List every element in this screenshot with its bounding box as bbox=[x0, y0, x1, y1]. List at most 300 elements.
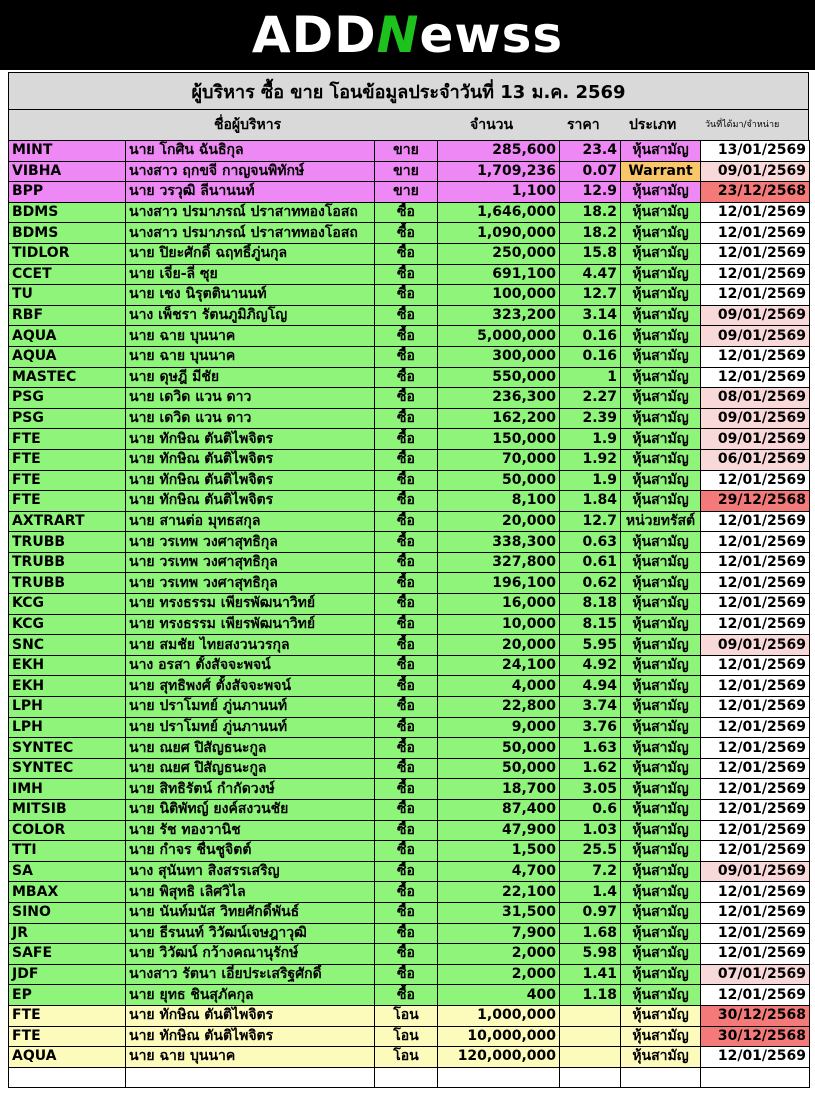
action-cell: ซื้อ bbox=[375, 964, 438, 985]
amount-cell: 236,300 bbox=[438, 388, 560, 409]
price-cell: 0.63 bbox=[560, 532, 621, 553]
table-row bbox=[9, 449, 810, 470]
price-cell: 12.7 bbox=[560, 285, 621, 306]
table-row bbox=[9, 902, 810, 923]
date-cell: 12/01/2569 bbox=[701, 738, 810, 759]
action-cell: ขาย bbox=[375, 182, 438, 203]
date-cell: 08/01/2569 bbox=[701, 388, 810, 409]
symbol-cell: TRUBB bbox=[9, 573, 126, 594]
action-cell: ซื้อ bbox=[375, 655, 438, 676]
name-cell: นาย ทรงธรรม เพียรพัฒนาวิทย์ bbox=[126, 594, 375, 615]
name-cell: นาย เดวิด แวน ดาว bbox=[126, 408, 375, 429]
date-cell: 12/01/2569 bbox=[701, 800, 810, 821]
amount-cell: 1,709,236 bbox=[438, 161, 560, 182]
name-cell: นาย สมชัย ไทยสงวนวรกุล bbox=[126, 635, 375, 656]
date-cell: 09/01/2569 bbox=[701, 408, 810, 429]
date-cell: 13/01/2569 bbox=[701, 141, 810, 162]
table-row bbox=[9, 532, 810, 553]
table-row bbox=[9, 635, 810, 656]
price-cell: 18.2 bbox=[560, 202, 621, 223]
type-cell: Warrant bbox=[621, 161, 701, 182]
date-cell: 12/01/2569 bbox=[701, 944, 810, 965]
banner bbox=[0, 0, 815, 70]
price-cell: 2.39 bbox=[560, 408, 621, 429]
price-cell: 4.92 bbox=[560, 655, 621, 676]
action-cell: ซื้อ bbox=[375, 552, 438, 573]
table-body bbox=[9, 141, 810, 1088]
symbol-cell: FTE bbox=[9, 1026, 126, 1047]
action-cell: ซื้อ bbox=[375, 470, 438, 491]
table-row bbox=[9, 367, 810, 388]
date-cell: 12/01/2569 bbox=[701, 923, 810, 944]
price-cell: 8.15 bbox=[560, 614, 621, 635]
price-cell: 0.61 bbox=[560, 552, 621, 573]
name-cell: นาย วรเทพ วงศาสุทธิกุล bbox=[126, 552, 375, 573]
name-cell: นาย รัช ทองวานิช bbox=[126, 820, 375, 841]
name-cell: นางสาว ฤกขจี กาญจนพิทักษ์ bbox=[126, 161, 375, 182]
type-cell: หุ้นสามัญ bbox=[621, 717, 701, 738]
amount-cell: 4,000 bbox=[438, 676, 560, 697]
action-cell: ซื้อ bbox=[375, 635, 438, 656]
type-cell: หุ้นสามัญ bbox=[621, 594, 701, 615]
name-cell: นาย ดุษฎี มีชัย bbox=[126, 367, 375, 388]
date-cell: 12/01/2569 bbox=[701, 552, 810, 573]
name-cell: นาย เดวิด แวน ดาว bbox=[126, 388, 375, 409]
date-cell: 12/01/2569 bbox=[701, 985, 810, 1006]
table-row bbox=[9, 614, 810, 635]
header-price: ราคา bbox=[567, 117, 600, 133]
table-row bbox=[9, 1067, 810, 1088]
symbol-cell: FTE bbox=[9, 429, 126, 450]
type-cell: หุ้นสามัญ bbox=[621, 944, 701, 965]
page-title: ผู้บริหาร ซื้อ ขาย โอนข้อมูลประจำวันที่ 13 ม.ค. 2569 bbox=[8, 72, 809, 110]
action-cell: ซื้อ bbox=[375, 326, 438, 347]
table-row bbox=[9, 408, 810, 429]
date-cell: 12/01/2569 bbox=[701, 841, 810, 862]
symbol-cell: TIDLOR bbox=[9, 243, 126, 264]
amount-cell: 20,000 bbox=[438, 511, 560, 532]
symbol-cell: BPP bbox=[9, 182, 126, 203]
symbol-cell: TU bbox=[9, 285, 126, 306]
date-cell: 12/01/2569 bbox=[701, 758, 810, 779]
amount-cell: 10,000,000 bbox=[438, 1026, 560, 1047]
date-cell: 12/01/2569 bbox=[701, 717, 810, 738]
name-cell: นางสาว รัตนา เอี๋ยประเสริฐศักดิ์ bbox=[126, 964, 375, 985]
date-cell: 12/01/2569 bbox=[701, 367, 810, 388]
type-cell: หุ้นสามัญ bbox=[621, 491, 701, 512]
amount-cell: 70,000 bbox=[438, 449, 560, 470]
amount-cell: 50,000 bbox=[438, 758, 560, 779]
price-cell: 4.47 bbox=[560, 264, 621, 285]
table-row bbox=[9, 697, 810, 718]
amount-cell: 120,000,000 bbox=[438, 1047, 560, 1068]
type-cell: หุ้นสามัญ bbox=[621, 243, 701, 264]
symbol-cell: EP bbox=[9, 985, 126, 1006]
symbol-cell: MINT bbox=[9, 141, 126, 162]
amount-cell: 87,400 bbox=[438, 800, 560, 821]
date-cell: 12/01/2569 bbox=[701, 243, 810, 264]
action-cell: ซื้อ bbox=[375, 532, 438, 553]
table-row bbox=[9, 202, 810, 223]
amount-cell: 47,900 bbox=[438, 820, 560, 841]
name-cell: นาย ปิยะศักดิ์ ฉฤทธิ์ภู่นกุล bbox=[126, 243, 375, 264]
name-cell: นาย ยุทธ ชินสุภัคกุล bbox=[126, 985, 375, 1006]
table-row bbox=[9, 470, 810, 491]
symbol-cell: KCG bbox=[9, 614, 126, 635]
price-cell: 1.68 bbox=[560, 923, 621, 944]
logo-n: N bbox=[376, 6, 420, 64]
date-cell: 23/12/2568 bbox=[701, 182, 810, 203]
symbol-cell: AQUA bbox=[9, 346, 126, 367]
name-cell: นาย ฉาย บุนนาค bbox=[126, 346, 375, 367]
amount-cell: 1,646,000 bbox=[438, 202, 560, 223]
type-cell: หุ้นสามัญ bbox=[621, 285, 701, 306]
table-row bbox=[9, 923, 810, 944]
action-cell: ซื้อ bbox=[375, 717, 438, 738]
name-cell: นาย นิติพัทญ์ ยงค์สงวนชัย bbox=[126, 800, 375, 821]
date-cell: 09/01/2569 bbox=[701, 326, 810, 347]
action-cell: ซื้อ bbox=[375, 861, 438, 882]
price-cell: 15.8 bbox=[560, 243, 621, 264]
amount-cell: 8,100 bbox=[438, 491, 560, 512]
symbol-cell: RBF bbox=[9, 305, 126, 326]
table-row bbox=[9, 552, 810, 573]
name-cell: นาย ทักษิณ ตันติไพจิตร bbox=[126, 491, 375, 512]
amount-cell: 327,800 bbox=[438, 552, 560, 573]
name-cell: นาย โกศิน ฉันธิกุล bbox=[126, 141, 375, 162]
symbol-cell: VIBHA bbox=[9, 161, 126, 182]
price-cell: 0.07 bbox=[560, 161, 621, 182]
type-cell: หุ้นสามัญ bbox=[621, 449, 701, 470]
action-cell: โอน bbox=[375, 1026, 438, 1047]
type-cell: หุ้นสามัญ bbox=[621, 367, 701, 388]
table-row bbox=[9, 758, 810, 779]
symbol-cell: IMH bbox=[9, 779, 126, 800]
action-cell: ขาย bbox=[375, 161, 438, 182]
table-row bbox=[9, 738, 810, 759]
date-cell: 12/01/2569 bbox=[701, 697, 810, 718]
table-header bbox=[8, 110, 809, 140]
action-cell: โอน bbox=[375, 1005, 438, 1026]
symbol-cell: MITSIB bbox=[9, 800, 126, 821]
symbol-cell: EKH bbox=[9, 655, 126, 676]
action-cell: ซื้อ bbox=[375, 243, 438, 264]
type-cell: หุ้นสามัญ bbox=[621, 552, 701, 573]
price-cell: 23.4 bbox=[560, 141, 621, 162]
action-cell: ซื้อ bbox=[375, 408, 438, 429]
price-cell: 25.5 bbox=[560, 841, 621, 862]
table-row bbox=[9, 800, 810, 821]
action-cell: ซื้อ bbox=[375, 511, 438, 532]
name-cell: นาย สานต่อ มุทธสกุล bbox=[126, 511, 375, 532]
table-row bbox=[9, 141, 810, 162]
type-cell: หุ้นสามัญ bbox=[621, 429, 701, 450]
symbol-cell: COLOR bbox=[9, 820, 126, 841]
action-cell: ซื้อ bbox=[375, 573, 438, 594]
symbol-cell: TRUBB bbox=[9, 532, 126, 553]
price-cell: 1.9 bbox=[560, 429, 621, 450]
name-cell: นาย ณยศ ปิสัญธนะกูล bbox=[126, 738, 375, 759]
symbol-cell: CCET bbox=[9, 264, 126, 285]
name-cell: นางสาว ปรมาภรณ์ ปราสาททองโอสถ bbox=[126, 202, 375, 223]
type-cell: หุ้นสามัญ bbox=[621, 346, 701, 367]
type-cell: หุ้นสามัญ bbox=[621, 408, 701, 429]
amount-cell: 250,000 bbox=[438, 243, 560, 264]
header-name: ชื่อผู้บริหาร bbox=[214, 117, 282, 133]
date-cell: 09/01/2569 bbox=[701, 161, 810, 182]
name-cell: นาย ฉาย บุนนาค bbox=[126, 1047, 375, 1068]
logo-prefix: ADD bbox=[251, 6, 377, 64]
date-cell: 12/01/2569 bbox=[701, 346, 810, 367]
price-cell: 3.76 bbox=[560, 717, 621, 738]
name-cell: นาย เจี๋ย-ลี่ ซุย bbox=[126, 264, 375, 285]
type-cell: หุ้นสามัญ bbox=[621, 573, 701, 594]
action-cell: ซื้อ bbox=[375, 367, 438, 388]
symbol-cell: PSG bbox=[9, 388, 126, 409]
type-cell: หุ้นสามัญ bbox=[621, 779, 701, 800]
date-cell: 07/01/2569 bbox=[701, 964, 810, 985]
action-cell: ซื้อ bbox=[375, 614, 438, 635]
price-cell: 3.74 bbox=[560, 697, 621, 718]
action-cell: ซื้อ bbox=[375, 758, 438, 779]
price-cell: 3.14 bbox=[560, 305, 621, 326]
type-cell: หุ้นสามัญ bbox=[621, 738, 701, 759]
symbol-cell: SAFE bbox=[9, 944, 126, 965]
name-cell: นาย ทักษิณ ตันติไพจิตร bbox=[126, 449, 375, 470]
type-cell: หุ้นสามัญ bbox=[621, 655, 701, 676]
name-cell: นาย วิวัฒน์ กว้างคณานุรักษ์ bbox=[126, 944, 375, 965]
symbol-cell: TRUBB bbox=[9, 552, 126, 573]
type-cell: หุ้นสามัญ bbox=[621, 964, 701, 985]
type-cell bbox=[621, 1067, 701, 1088]
name-cell: นาย สิทธิรัตน์ กำกัดวงษ์ bbox=[126, 779, 375, 800]
table-row bbox=[9, 573, 810, 594]
name-cell: นาย ฉาย บุนนาค bbox=[126, 326, 375, 347]
action-cell: ซื้อ bbox=[375, 264, 438, 285]
action-cell: ซื้อ bbox=[375, 944, 438, 965]
symbol-cell: AXTRART bbox=[9, 511, 126, 532]
symbol-cell: FTE bbox=[9, 470, 126, 491]
price-cell: 5.95 bbox=[560, 635, 621, 656]
date-cell: 12/01/2569 bbox=[701, 655, 810, 676]
action-cell: ซื้อ bbox=[375, 388, 438, 409]
price-cell: 1.63 bbox=[560, 738, 621, 759]
amount-cell: 2,000 bbox=[438, 964, 560, 985]
symbol-cell: SYNTEC bbox=[9, 758, 126, 779]
action-cell bbox=[375, 1067, 438, 1088]
action-cell: ซื้อ bbox=[375, 676, 438, 697]
action-cell: ซื้อ bbox=[375, 923, 438, 944]
date-cell: 12/01/2569 bbox=[701, 676, 810, 697]
date-cell: 12/01/2569 bbox=[701, 532, 810, 553]
header-date: วันที่ได้มา/จำหน่าย bbox=[705, 120, 780, 130]
action-cell: ซื้อ bbox=[375, 841, 438, 862]
date-cell: 12/01/2569 bbox=[701, 573, 810, 594]
price-cell: 8.18 bbox=[560, 594, 621, 615]
amount-cell: 7,900 bbox=[438, 923, 560, 944]
type-cell: หุ้นสามัญ bbox=[621, 614, 701, 635]
name-cell: นาย ธีรนนท์ วิวัฒน์เจษฎาวุฒิ bbox=[126, 923, 375, 944]
price-cell: 1.41 bbox=[560, 964, 621, 985]
price-cell: 1 bbox=[560, 367, 621, 388]
price-cell: 12.9 bbox=[560, 182, 621, 203]
price-cell: 5.98 bbox=[560, 944, 621, 965]
amount-cell: 22,100 bbox=[438, 882, 560, 903]
symbol-cell: AQUA bbox=[9, 326, 126, 347]
name-cell: นาย ทักษิณ ตันติไพจิตร bbox=[126, 1026, 375, 1047]
table-row bbox=[9, 861, 810, 882]
symbol-cell: MASTEC bbox=[9, 367, 126, 388]
type-cell: หุ้นสามัญ bbox=[621, 202, 701, 223]
amount-cell bbox=[438, 1067, 560, 1088]
date-cell: 12/01/2569 bbox=[701, 1047, 810, 1068]
price-cell: 0.16 bbox=[560, 346, 621, 367]
date-cell: 12/01/2569 bbox=[701, 285, 810, 306]
type-cell: หุ้นสามัญ bbox=[621, 697, 701, 718]
date-cell: 12/01/2569 bbox=[701, 614, 810, 635]
table-row bbox=[9, 1005, 810, 1026]
symbol-cell: FTE bbox=[9, 491, 126, 512]
type-cell: หุ้นสามัญ bbox=[621, 326, 701, 347]
symbol-cell: AQUA bbox=[9, 1047, 126, 1068]
date-cell: 12/01/2569 bbox=[701, 202, 810, 223]
name-cell: นาย วรเทพ วงศาสุทธิกุล bbox=[126, 532, 375, 553]
symbol-cell: LPH bbox=[9, 717, 126, 738]
amount-cell: 22,800 bbox=[438, 697, 560, 718]
date-cell: 12/01/2569 bbox=[701, 511, 810, 532]
table-row bbox=[9, 944, 810, 965]
amount-cell: 50,000 bbox=[438, 738, 560, 759]
symbol-cell: SINO bbox=[9, 902, 126, 923]
type-cell: หุ้นสามัญ bbox=[621, 182, 701, 203]
action-cell: ซื้อ bbox=[375, 738, 438, 759]
symbol-cell: FTE bbox=[9, 449, 126, 470]
symbol-cell: JR bbox=[9, 923, 126, 944]
amount-cell: 323,200 bbox=[438, 305, 560, 326]
amount-cell: 338,300 bbox=[438, 532, 560, 553]
table-row bbox=[9, 388, 810, 409]
amount-cell: 1,500 bbox=[438, 841, 560, 862]
header-amount: จำนวน bbox=[470, 117, 514, 133]
price-cell: 1.62 bbox=[560, 758, 621, 779]
type-cell: หุ้นสามัญ bbox=[621, 676, 701, 697]
table-row bbox=[9, 429, 810, 450]
price-cell: 1.92 bbox=[560, 449, 621, 470]
symbol-cell: MBAX bbox=[9, 882, 126, 903]
table-row bbox=[9, 841, 810, 862]
symbol-cell: SYNTEC bbox=[9, 738, 126, 759]
table-row bbox=[9, 511, 810, 532]
action-cell: ซื้อ bbox=[375, 800, 438, 821]
type-cell: หุ้นสามัญ bbox=[621, 882, 701, 903]
amount-cell: 20,000 bbox=[438, 635, 560, 656]
name-cell: นาย นันท์มนัส วิทยศักดิ์พันธ์ bbox=[126, 902, 375, 923]
date-cell: 09/01/2569 bbox=[701, 429, 810, 450]
name-cell: นาย พิสุทธิ เลิศวิไล bbox=[126, 882, 375, 903]
type-cell: หุ้นสามัญ bbox=[621, 305, 701, 326]
amount-cell: 9,000 bbox=[438, 717, 560, 738]
type-cell: หุ้นสามัญ bbox=[621, 985, 701, 1006]
type-cell: หุ้นสามัญ bbox=[621, 223, 701, 244]
type-cell: หุ้นสามัญ bbox=[621, 902, 701, 923]
amount-cell: 5,000,000 bbox=[438, 326, 560, 347]
insider-trades-table bbox=[8, 140, 810, 1088]
table-row bbox=[9, 985, 810, 1006]
action-cell: ซื้อ bbox=[375, 223, 438, 244]
price-cell bbox=[560, 1047, 621, 1068]
price-cell: 18.2 bbox=[560, 223, 621, 244]
price-cell: 1.03 bbox=[560, 820, 621, 841]
type-cell: หุ้นสามัญ bbox=[621, 1047, 701, 1068]
name-cell: นาย วรเทพ วงศาสุทธิกุล bbox=[126, 573, 375, 594]
type-cell: หุ้นสามัญ bbox=[621, 388, 701, 409]
name-cell: นาย เชง นิรุตตินานนท์ bbox=[126, 285, 375, 306]
name-cell: นาย ปราโมทย์ ภู่นภานนท์ bbox=[126, 697, 375, 718]
date-cell: 09/01/2569 bbox=[701, 305, 810, 326]
price-cell: 1.4 bbox=[560, 882, 621, 903]
date-cell: 12/01/2569 bbox=[701, 470, 810, 491]
date-cell: 29/12/2568 bbox=[701, 491, 810, 512]
name-cell: นางสาว ปรมาภรณ์ ปราสาททองโอสถ bbox=[126, 223, 375, 244]
symbol-cell: BDMS bbox=[9, 202, 126, 223]
action-cell: ซื้อ bbox=[375, 449, 438, 470]
name-cell: นาย สุทธิพงศ์ ตั้งสัจจะพจน์ bbox=[126, 676, 375, 697]
name-cell: นาย วรวุฒิ ลีนานนท์ bbox=[126, 182, 375, 203]
name-cell: นาย ทักษิณ ตันติไพจิตร bbox=[126, 1005, 375, 1026]
table-row bbox=[9, 1047, 810, 1068]
action-cell: ซื้อ bbox=[375, 820, 438, 841]
action-cell: ขาย bbox=[375, 141, 438, 162]
symbol-cell: JDF bbox=[9, 964, 126, 985]
name-cell: นาย ณยศ ปิสัญธนะกูล bbox=[126, 758, 375, 779]
amount-cell: 100,000 bbox=[438, 285, 560, 306]
price-cell: 1.9 bbox=[560, 470, 621, 491]
table-row bbox=[9, 182, 810, 203]
price-cell: 12.7 bbox=[560, 511, 621, 532]
action-cell: ซื้อ bbox=[375, 305, 438, 326]
amount-cell: 150,000 bbox=[438, 429, 560, 450]
price-cell: 0.16 bbox=[560, 326, 621, 347]
amount-cell: 16,000 bbox=[438, 594, 560, 615]
type-cell: หุ้นสามัญ bbox=[621, 841, 701, 862]
amount-cell: 550,000 bbox=[438, 367, 560, 388]
table-row bbox=[9, 594, 810, 615]
symbol-cell: LPH bbox=[9, 697, 126, 718]
symbol-cell: SA bbox=[9, 861, 126, 882]
table-row bbox=[9, 676, 810, 697]
header-type: ประเภท bbox=[629, 117, 677, 133]
price-cell: 7.2 bbox=[560, 861, 621, 882]
amount-cell: 50,000 bbox=[438, 470, 560, 491]
symbol-cell: PSG bbox=[9, 408, 126, 429]
date-cell: 12/01/2569 bbox=[701, 779, 810, 800]
table-row bbox=[9, 1026, 810, 1047]
type-cell: หุ้นสามัญ bbox=[621, 758, 701, 779]
type-cell: หุ้นสามัญ bbox=[621, 861, 701, 882]
symbol-cell: EKH bbox=[9, 676, 126, 697]
type-cell: หุ้นสามัญ bbox=[621, 470, 701, 491]
type-cell: หุ้นสามัญ bbox=[621, 923, 701, 944]
type-cell: หน่วยทรัสต์ bbox=[621, 511, 701, 532]
table-row bbox=[9, 161, 810, 182]
price-cell: 0.97 bbox=[560, 902, 621, 923]
action-cell: โอน bbox=[375, 1047, 438, 1068]
amount-cell: 1,000,000 bbox=[438, 1005, 560, 1026]
table-row bbox=[9, 243, 810, 264]
type-cell: หุ้นสามัญ bbox=[621, 1005, 701, 1026]
price-cell bbox=[560, 1005, 621, 1026]
type-cell: หุ้นสามัญ bbox=[621, 820, 701, 841]
